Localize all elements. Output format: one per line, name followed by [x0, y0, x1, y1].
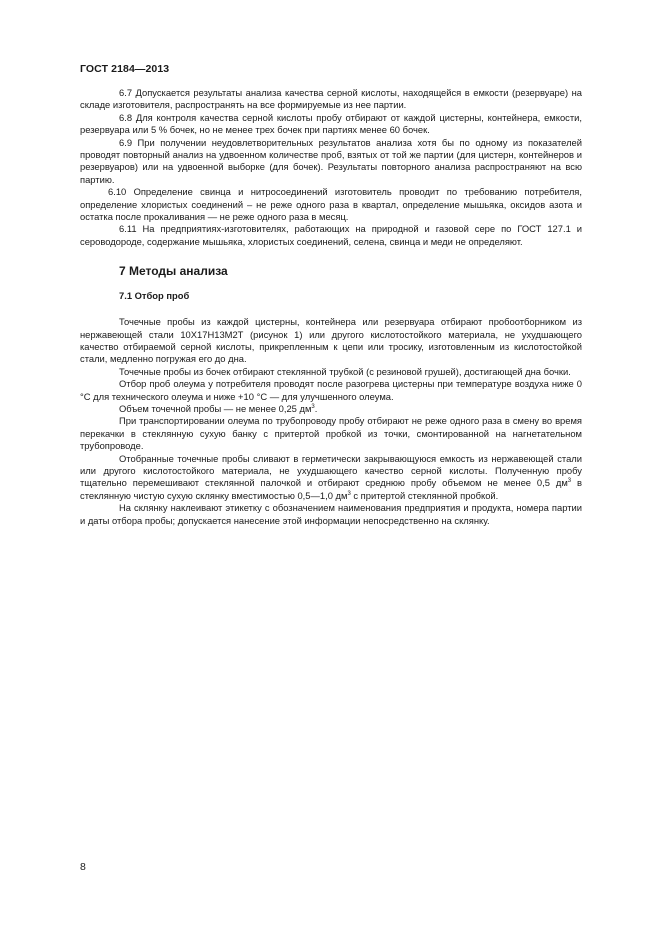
superscript: 3 — [347, 490, 351, 497]
page-number: 8 — [80, 861, 86, 873]
paragraph-6-8: 6.8 Для контроля качества серной кислоты пробу отбирают от каждой цистерны, контейнера, емкости, резервуара или 5 % бочек, но не менее трех бочек при партиях менее 60 бочек. — [80, 111, 582, 136]
sample-volume-text: Объем точечной пробы — не менее 0,25 дм — [119, 402, 312, 414]
combined-sample-text-c: с притертой стеклянной пробкой. — [350, 489, 499, 501]
paragraph-sampling-oleum: Отбор проб олеума у потребителя проводят после разогрева цистерны при температуре воздуха ниже 0 °С для технического олеума и ниже +10 °С — для улучшенного олеума. — [80, 378, 582, 402]
document-body — [80, 87, 582, 527]
paragraph-label: На склянку наклеивают этикетку с обозначением наименования предприятия и продукта, номера партии и даты отбора пробы; допускается нанесение этой информации непосредственно на склянку. — [80, 502, 582, 526]
superscript: 3 — [567, 478, 572, 485]
paragraph-sample-volume — [80, 403, 582, 415]
paragraph-6-11: 6.11 На предприятиях-изготовителях, работающих на природной и газовой сере по ГОСТ 127.1 и сероводороде, содержание мышьяка, хлористых соединений, селена, свинца и меди не определяют. — [80, 223, 582, 247]
subsection-title: 7.1 Отбор проб — [119, 289, 190, 301]
combined-sample-text-b: в стеклянную чистую сухую склянку вместимостью 0,5—1,0 дм — [80, 477, 583, 501]
paragraph-pipeline-sampling: При транспортировании олеума по трубопроводу пробу отбирают не реже одного раза в смену во время перекачки в стеклянную сухую банку с притертой пробкой из точки, смонтированной на нагнетательном трубопроводе. — [80, 415, 582, 452]
section-title: 7 Методы анализа — [119, 264, 228, 279]
paragraph-6-7: 6.7 Допускается результаты анализа качества серной кислоты, находящейся в емкости (резервуаре) на складе изготовителя, распространять на все формируемые из нее партии. — [80, 87, 582, 111]
document-header: ГОСТ 2184—2013 — [80, 63, 170, 75]
combined-sample-text-a: Отобранные точечные пробы сливают в герметически закрывающуюся емкость из нержавеющей стали или другого кислотостойкого материала, не ухудшающего качество серной кислоты. Полученную пробу тщательно перемешивают стеклянной палочкой и отбирают среднюю пробу объемом не менее 0,5 дм — [80, 452, 582, 489]
sample-volume-end: . — [314, 402, 318, 414]
paragraph-sampling-tanks: Точечные пробы из каждой цистерны, контейнера или резервуара отбирают пробоотборником из нержавеющей стали 10Х17Н13М2Т (рисунок 1) или другого кислотостойкого материала, не ухудшающего качество отбираемой серной кислоты, прикрепленным к цепи или тросику, изготовленным из кислотостойкой стали, медленно погружая его до дна. — [80, 316, 582, 365]
paragraph-sampling-barrels: Точечные пробы из бочек отбирают стеклянной трубкой (с резиновой грушей), достигающей дна бочки. — [119, 365, 571, 377]
paragraph-6-9: 6.9 При получении неудовлетворительных результатов анализа хотя бы по одному из показателей проводят повторный анализ на удвоенном количестве проб, взятых от той же партии (для цистерн, контейнеров и резервуаров) или на удвоенной выборке (для бочек). Результаты повторного анализа распространяют на всю партию. — [80, 136, 582, 185]
superscript: 3 — [311, 403, 315, 410]
paragraph-combined-sample — [80, 453, 582, 503]
paragraph-6-10: 6.10 Определение свинца и нитросоединений изготовитель проводит по требованию потребителя, определение хлористых соединений – не реже одного раза в квартал, определение мышьяка, оксидов азота и остатка после прокаливания — не реже одного раза в месяц. — [80, 186, 582, 223]
